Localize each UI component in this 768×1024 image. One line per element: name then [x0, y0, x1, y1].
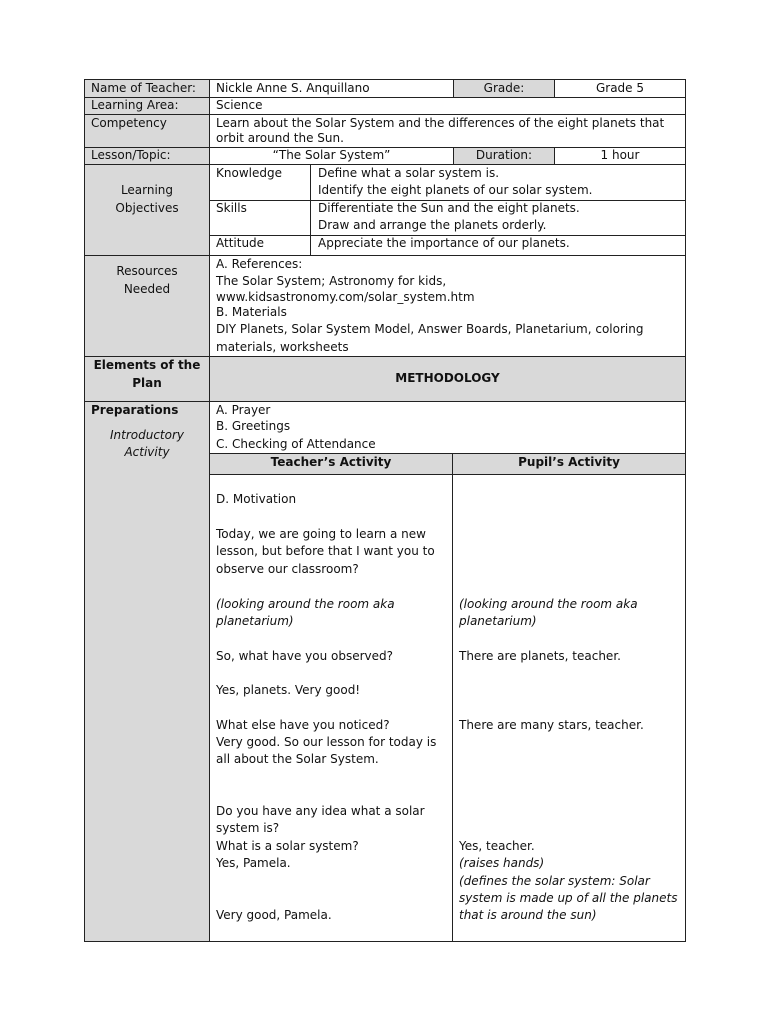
resources-label-line: Needed — [123, 282, 171, 296]
teacher-line: planetarium) — [216, 614, 294, 628]
duration-value: 1 hour — [600, 148, 640, 162]
duration-value-cell — [554, 147, 686, 165]
resources-label-cell — [84, 255, 210, 357]
resources-line: B. Materials — [216, 305, 287, 319]
resources-label-line: Resources — [116, 264, 178, 278]
teacher-activity-cell — [209, 474, 453, 942]
knowledge-line: Identify the eight planets of our solar system. — [318, 183, 593, 197]
teacher-line: D. Motivation — [216, 492, 297, 506]
resources-line: The Solar System; Astronomy for kids, — [216, 274, 447, 288]
knowledge-cell — [310, 164, 686, 201]
teacher-activity-header-cell — [209, 453, 453, 475]
duration-label: Duration: — [475, 148, 533, 162]
pupil-activity-header: Pupil’s Activity — [518, 455, 620, 469]
competency-label-cell — [84, 114, 210, 148]
teacher-line: (looking around the room aka — [216, 597, 395, 611]
elements-label-cell — [84, 356, 210, 402]
pupil-line: There are many stars, teacher. — [459, 718, 644, 732]
teacher-line: Today, we are going to learn a new — [216, 527, 426, 541]
skills-cell — [310, 200, 686, 236]
resources-line: DIY Planets, Solar System Model, Answer Boards, Planetarium, coloring — [216, 322, 644, 336]
grade-label: Grade: — [483, 81, 525, 95]
elements-label-line: Elements of the — [93, 358, 201, 372]
area-label-cell — [84, 97, 210, 115]
topic-label-cell — [84, 147, 210, 165]
skills-line: Draw and arrange the planets orderly. — [318, 218, 547, 232]
preparation-step: B. Greetings — [216, 419, 291, 433]
area-value: Science — [216, 98, 263, 112]
preparation-step: A. Prayer — [216, 403, 271, 417]
attitude-label-cell — [209, 235, 311, 256]
resources-line: A. References: — [216, 257, 303, 271]
attitude-label: Attitude — [216, 236, 265, 250]
teacher-line: Very good. So our lesson for today is — [216, 735, 437, 749]
competency-line: orbit around the Sun. — [216, 131, 344, 145]
skills-label: Skills — [216, 201, 247, 215]
pupil-line: (looking around the room aka — [459, 597, 638, 611]
skills-label-cell — [209, 200, 311, 236]
competency-value-cell — [209, 114, 686, 148]
teacher-line: What else have you noticed? — [216, 718, 390, 732]
area-label: Learning Area: — [91, 98, 179, 112]
knowledge-label-cell — [209, 164, 311, 201]
teacher-line: all about the Solar System. — [216, 752, 379, 766]
competency-label: Competency — [91, 116, 167, 130]
objectives-label-line: Learning — [120, 183, 174, 197]
grade-label-cell — [453, 79, 555, 98]
grade-value-cell — [554, 79, 686, 98]
area-value-cell — [209, 97, 686, 115]
knowledge-label: Knowledge — [216, 166, 282, 180]
teacher-line: system is? — [216, 821, 280, 835]
topic-value: “The Solar System” — [272, 148, 391, 162]
pupil-line: (raises hands) — [459, 856, 545, 870]
knowledge-line: Define what a solar system is. — [318, 166, 500, 180]
pupil-line: There are planets, teacher. — [459, 649, 621, 663]
preparation-step: C. Checking of Attendance — [216, 437, 376, 451]
pupil-activity-cell — [452, 474, 686, 942]
competency-line: Learn about the Solar System and the differences of the eight planets that — [216, 116, 665, 130]
pupil-line: that is around the sun) — [459, 908, 597, 922]
teacher-name: Nickle Anne S. Anquillano — [216, 81, 370, 95]
preparations-steps-cell — [209, 401, 686, 454]
topic-value-cell — [209, 147, 454, 165]
teacher-name-cell — [209, 79, 454, 98]
teacher-label: Name of Teacher: — [91, 81, 196, 95]
pupil-activity-header-cell — [452, 453, 686, 475]
resources-cell — [209, 255, 686, 357]
teacher-line: Do you have any idea what a solar — [216, 804, 425, 818]
resources-line: materials, worksheets — [216, 340, 349, 354]
teacher-line: What is a solar system? — [216, 839, 359, 853]
preparations-label: Preparations — [91, 403, 179, 417]
pupil-line: planetarium) — [459, 614, 537, 628]
grade-value: Grade 5 — [595, 81, 645, 95]
topic-label: Lesson/Topic: — [91, 148, 171, 162]
methodology-cell — [209, 356, 686, 402]
teacher-line: lesson, but before that I want you to — [216, 544, 435, 558]
resources-link[interactable]: www.kidsastronomy.com/solar_system.htm — [216, 290, 475, 304]
pupil-line: Yes, teacher. — [459, 839, 535, 853]
teacher-line: So, what have you observed? — [216, 649, 393, 663]
pupil-line: (defines the solar system: Solar — [459, 874, 650, 888]
teacher-label-cell — [84, 79, 210, 98]
teacher-line: observe our classroom? — [216, 562, 359, 576]
teacher-line: Very good, Pamela. — [216, 908, 332, 922]
elements-label-line: Plan — [132, 376, 162, 390]
teacher-line: Yes, planets. Very good! — [216, 683, 361, 697]
methodology-heading: METHODOLOGY — [395, 371, 500, 385]
objectives-label-cell — [84, 164, 210, 256]
teacher-line: Yes, Pamela. — [216, 856, 291, 870]
duration-label-cell — [453, 147, 555, 165]
pupil-line: system is made up of all the planets — [459, 891, 678, 905]
preparations-label-cell — [84, 401, 210, 942]
teacher-activity-header: Teacher’s Activity — [270, 455, 392, 469]
introductory-activity-line: Introductory — [109, 428, 185, 442]
skills-line: Differentiate the Sun and the eight planets. — [318, 201, 580, 215]
introductory-activity-line: Activity — [124, 445, 170, 459]
objectives-label-line: Objectives — [115, 201, 179, 215]
attitude-line: Appreciate the importance of our planets. — [318, 236, 570, 250]
attitude-cell — [310, 235, 686, 256]
